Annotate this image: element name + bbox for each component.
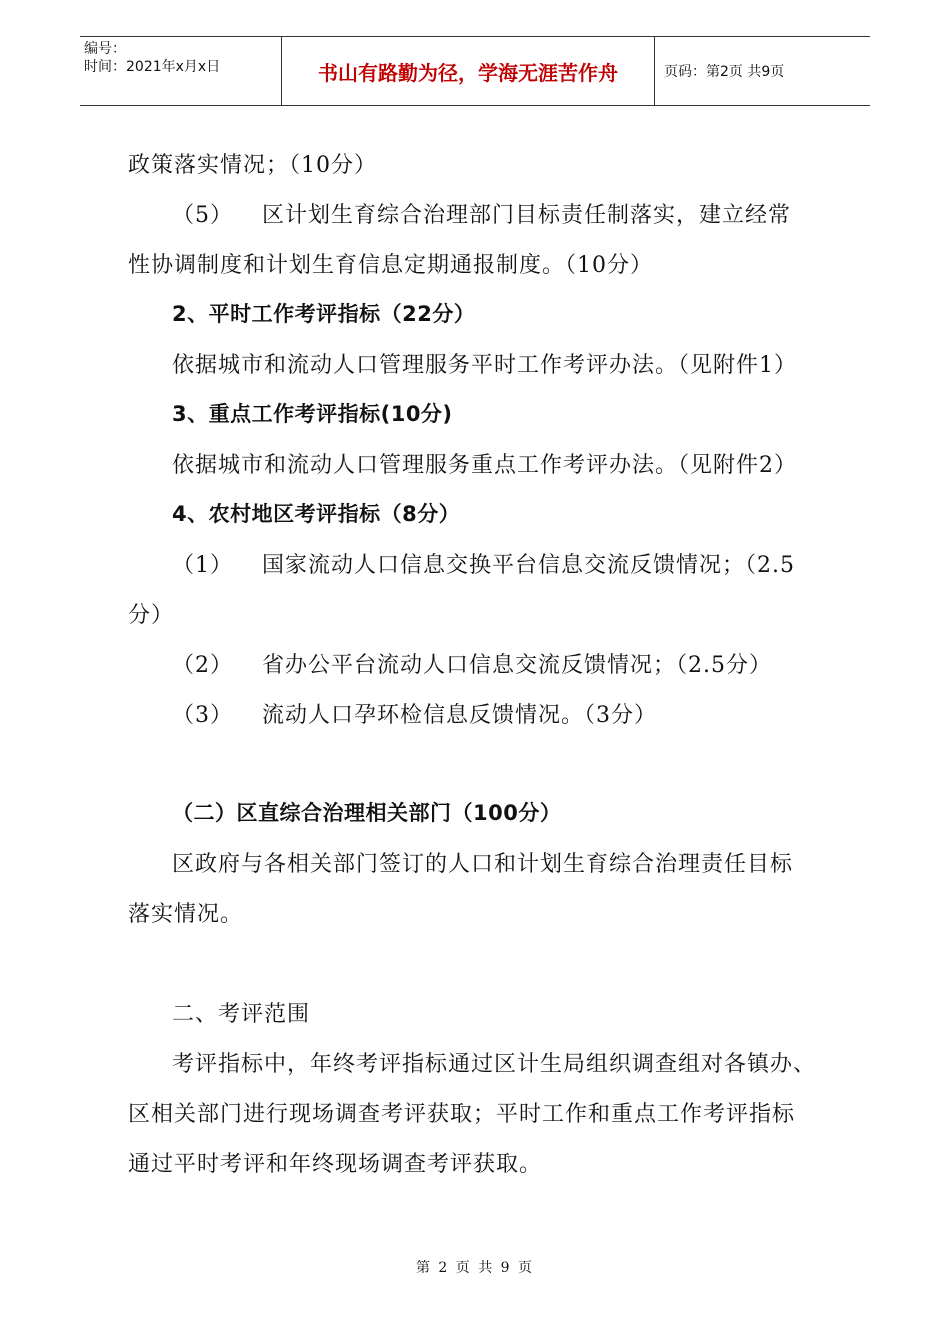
- header-divider: [654, 37, 655, 105]
- list-item: [172, 648, 772, 679]
- body-line: 依据城市和流动人口管理服务平时工作考评办法。（见附件1）: [172, 353, 797, 378]
- list-item-text: 流动人口孕环检信息反馈情况。（3分）: [262, 703, 657, 728]
- body-line: 性协调制度和计划生育信息定期通报制度。（10分）: [128, 253, 653, 278]
- body-line: 考评指标中，年终考评指标通过区计生局组织调查组对各镇办、: [172, 1052, 817, 1077]
- list-item-text: 国家流动人口信息交换平台信息交流反馈情况；（2.5: [262, 553, 795, 578]
- list-item-number: （5）: [172, 203, 233, 228]
- page-header: [80, 36, 870, 106]
- list-item-text: 省办公平台流动人口信息交流反馈情况；（2.5分）: [262, 653, 772, 678]
- section-heading: 4、农村地区考评指标（8分）: [172, 502, 461, 526]
- list-item-number: （3）: [172, 703, 233, 728]
- header-page-number: 页码：第2页 共9页: [664, 64, 785, 80]
- section-heading: （二）区直综合治理相关部门（100分）: [172, 801, 562, 825]
- body-line: 区政府与各相关部门签订的人口和计划生育综合治理责任目标: [172, 852, 794, 877]
- section-heading: 3、重点工作考评指标(10分): [172, 402, 453, 426]
- document-number-label: 编号：: [84, 41, 126, 57]
- list-item-number: （2）: [172, 653, 233, 678]
- document-time-label: 时间：2021年x月x日: [84, 59, 221, 75]
- page-footer: 第 2 页 共 9 页: [415, 1260, 535, 1276]
- body-line: 分）: [128, 603, 175, 628]
- list-item: [172, 548, 795, 579]
- list-item: [172, 698, 657, 729]
- body-line: 通过平时考评和年终现场调查考评获取。: [128, 1152, 543, 1177]
- list-item-text: 区计划生育综合治理部门目标责任制落实，建立经常: [262, 203, 792, 228]
- list-item-number: （1）: [172, 553, 233, 578]
- body-line: 区相关部门进行现场调查考评获取；平时工作和重点工作考评指标: [128, 1102, 796, 1127]
- section-heading: 二、考评范围: [172, 1002, 311, 1027]
- body-line: 落实情况。: [128, 902, 244, 927]
- header-meta: [84, 40, 220, 76]
- header-motto: 书山有路勤为径，学海无涯苦作舟: [318, 60, 618, 85]
- list-item: [172, 198, 791, 229]
- body-line: 政策落实情况；（10分）: [128, 153, 377, 178]
- section-heading: 2、平时工作考评指标（22分）: [172, 302, 476, 326]
- body-line: 依据城市和流动人口管理服务重点工作考评办法。（见附件2）: [172, 453, 797, 478]
